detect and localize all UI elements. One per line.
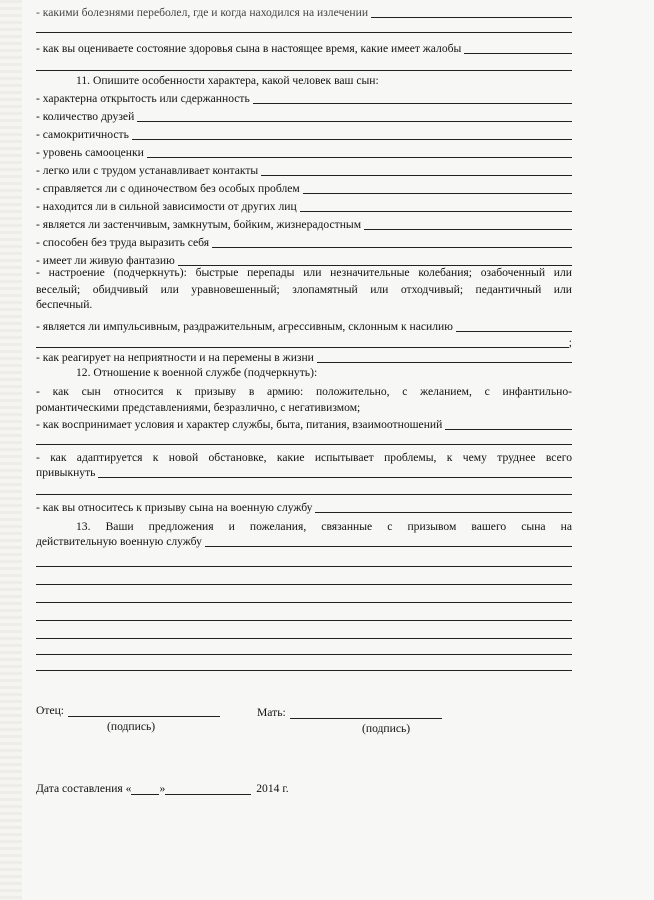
field-self-criticism: - самокритичность <box>36 126 572 142</box>
answer-line[interactable] <box>464 53 572 54</box>
date-of-compilation: Дата составления « » 2014 г. <box>36 782 289 795</box>
answer-line[interactable] <box>261 175 572 176</box>
field-loneliness: - справляется ли с одиночеством без особых проблем <box>36 180 572 196</box>
section-13-heading-line-2: действительную военную службу <box>36 533 572 549</box>
answer-line[interactable] <box>364 229 572 230</box>
blank-answer-line[interactable] <box>36 32 572 33</box>
blank-answer-line[interactable] <box>36 602 572 603</box>
blank-answer-line[interactable] <box>36 70 572 71</box>
answer-line[interactable] <box>205 546 572 547</box>
blank-answer-line[interactable] <box>36 654 572 655</box>
field-health-state: - как вы оцениваете состояние здоровья сына в настоящее время, какие имеет жалобы <box>36 40 572 56</box>
conscription-attitude-line-1: - как сын относится к призыву в армию: положительно, с желанием, с инфантильно- <box>36 385 572 398</box>
field-adaptation: привыкнуть <box>36 464 572 480</box>
mother-signature-line[interactable] <box>290 706 442 719</box>
answer-line[interactable] <box>98 477 572 478</box>
field-reaction-to-change: - как реагирует на неприятности и на перемены в жизни <box>36 349 572 365</box>
field-self-esteem: - уровень самооценки <box>36 144 572 160</box>
answer-line[interactable] <box>212 247 572 248</box>
answer-line[interactable] <box>315 512 572 513</box>
blank-answer-line[interactable] <box>36 620 572 621</box>
adaptation-line-1: - как адаптируется к новой обстановке, какие испытывает проблемы, к чему труднее всего <box>36 451 572 464</box>
field-illness-history: - какими болезнями переболел, где и когда находился на излечении <box>36 4 572 20</box>
mood-line-3: беспечный. <box>36 298 93 311</box>
field-dependence: - находится ли в сильной зависимости от других лиц <box>36 198 572 214</box>
field-impulsiveness-continued: ; <box>36 334 572 350</box>
blank-answer-line[interactable] <box>36 566 572 567</box>
answer-line[interactable] <box>132 139 572 140</box>
father-signature-line[interactable] <box>68 704 220 717</box>
answer-line[interactable] <box>456 331 572 332</box>
blank-answer-line[interactable] <box>36 494 572 495</box>
blank-answer-line[interactable] <box>36 638 572 639</box>
field-parent-attitude: - как вы относитесь к призыву сына на военную службу <box>36 499 572 515</box>
section-11-heading: 11. Опишите особенности характера, какой человек ваш сын: <box>76 74 379 87</box>
field-temperament: - является ли застенчивым, замкнутым, бойким, жизнерадостным <box>36 216 572 232</box>
field-contacts: - легко или с трудом устанавливает контакты <box>36 162 572 178</box>
mother-signature: Мать: <box>257 706 442 719</box>
field-friends-count: - количество друзей <box>36 108 572 124</box>
mood-line-1: - настроение (подчеркнуть): быстрые перепады или незначительные колебания; озабоченный или <box>36 266 572 279</box>
mother-signature-caption: (подпись) <box>362 722 411 735</box>
conscription-attitude-line-2: романтическими представлениями, безразлично, с негативизмом; <box>36 401 361 414</box>
father-signature: Отец: <box>36 704 220 717</box>
field-service-conditions: - как воспринимает условия и характер службы, быта, питания, взаимоотношений <box>36 416 572 432</box>
blank-answer-line[interactable] <box>36 584 572 585</box>
field-openness: - характерна открытость или сдержанность <box>36 90 572 106</box>
blank-answer-line[interactable] <box>36 670 572 671</box>
section-13-heading-line-1: 13. Ваши предложения и пожелания, связанные с призывом вашего сына на <box>76 520 572 533</box>
date-day-field[interactable] <box>131 782 159 795</box>
section-12-heading: 12. Отношение к военной службе (подчеркнуть): <box>76 366 318 379</box>
answer-line[interactable] <box>147 157 572 158</box>
field-impulsiveness: - является ли импульсивным, раздражительным, агрессивным, склонным к насилию <box>36 318 572 334</box>
field-self-expression: - способен без труда выразить себя <box>36 234 572 250</box>
answer-line[interactable] <box>137 121 572 122</box>
answer-line[interactable] <box>371 17 572 18</box>
blank-answer-line[interactable] <box>36 444 572 445</box>
scan-edge-shadow <box>0 0 22 900</box>
answer-line[interactable] <box>300 211 572 212</box>
mood-line-2: веселый; обидчивый или уравновешенный; злопамятный или отходчивый; педантичный или <box>36 283 572 296</box>
answer-line[interactable] <box>253 103 572 104</box>
answer-line[interactable] <box>317 362 572 363</box>
answer-line[interactable] <box>445 429 572 430</box>
answer-line[interactable] <box>303 193 572 194</box>
father-signature-caption: (подпись) <box>107 720 156 733</box>
field-imagination: - имеет ли живую фантазию <box>36 252 572 268</box>
answer-line[interactable] <box>36 347 569 348</box>
date-month-field[interactable] <box>165 782 251 795</box>
